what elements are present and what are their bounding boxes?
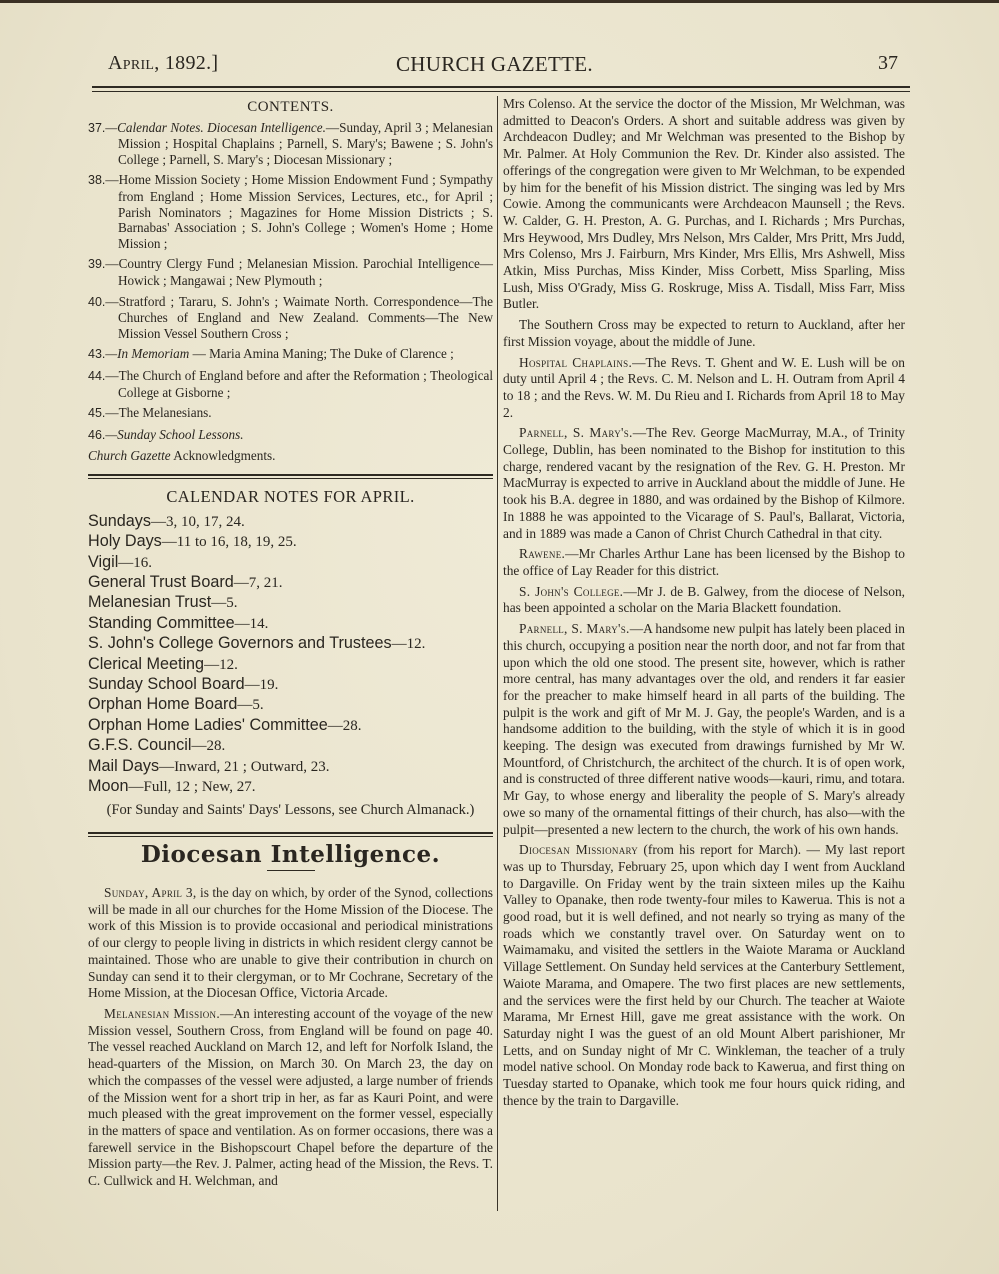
paragraph-lead: Rawene. (519, 546, 566, 562)
paragraph-body: Mrs Colenso. At the service the doctor of the Mission, Mr Welchman, was admitted to Deacon's Orders. A short and suitable address was given by Archdeacon Dudley; and Mr Welchman was presented to the Bishop by Mr. Palmer. At Holy Communion the Rev. Dr. Kinder also assisted. The offerings of the congregation were given to Mr Welchman, to be expended by him for the benefit of his Mission district. The singing was led by Mrs Cowie. Among the communicants were Archdeacon Maunsell ; the Revs. W. Calder, G. H. Preston, A. G. Purchas, and I. Richards ; Mrs Purchas, Mrs Heywood, Mrs Dudley, Mrs Nelson, Mrs Calder, Mrs Pritt, Mrs Judd, Mrs Colenso, Mrs J. Fairburn, Mrs Kinder, Mrs Ellis, Mrs Ashwell, Miss Atkin, Miss Purchas, Miss Kinder, Miss Corbett, Miss Sparling, Miss Lush, Miss O'Grady, Miss G. Roskruge, Miss A. Tisdall, Miss Farr, Miss Butler. (503, 96, 905, 312)
paragraph-lead: Parnell, S. Mary's. (519, 621, 630, 637)
contents-text: —The Melanesians. (105, 405, 212, 421)
paragraph-body: —Mr J. de B. Galwey, from the diocese of Nelson, has been appointed a scholar on the Maria Blackett foundation. (503, 583, 905, 616)
heading-underline (267, 870, 315, 871)
calendar-value: —12. (391, 636, 426, 653)
paragraph-body: —Mr Charles Arthur Lane has been licensed by the Bishop to the office of Lay Reader for this district. (503, 546, 905, 578)
calendar-label: G.F.S. Council (88, 736, 192, 755)
right-column (503, 96, 905, 1113)
calendar-list (88, 512, 493, 798)
calendar-entry (88, 736, 493, 756)
left-column (88, 96, 493, 1194)
calendar-value: —Inward, 21 ; Outward, 23. (159, 758, 330, 775)
contents-page-number: 40. (88, 294, 106, 309)
calendar-entry (88, 593, 493, 613)
contents-heading: CONTENTS. (247, 99, 334, 115)
header-rule-thin (92, 91, 910, 92)
calendar-label: Vigil (88, 552, 119, 571)
contents-italic-title: —Sunday School Lessons. (105, 426, 244, 442)
contents-italic-title: —In Memoriam (105, 346, 190, 362)
contents-item (88, 448, 493, 464)
contents-page-number: 46. (88, 427, 106, 442)
calendar-entry (88, 614, 493, 634)
calendar-entry (88, 512, 493, 532)
contents-page-number: 44. (88, 369, 106, 384)
article-paragraph (503, 317, 905, 350)
contents-text: —Sunday, April 3 ; Melanesian Mission ; Hospital Chaplains ; Parnell, S. Mary's; Bawene ; S. John's College ; Parnell, S. Mary's ; Diocesan Missionary ; (118, 119, 493, 167)
calendar-entry (88, 553, 493, 573)
contents-item (88, 120, 493, 168)
paragraph-lead: Diocesan Missionary (519, 842, 639, 858)
page-number: 37 (878, 52, 898, 74)
article-paragraph (503, 842, 905, 1109)
article-paragraph (503, 546, 905, 579)
contents-text: —The Church of England before and after the Reformation ; Theological College at Gisborne ; (105, 368, 493, 400)
calendar-entry (88, 716, 493, 736)
calendar-value: —28. (191, 738, 226, 755)
publication-title: CHURCH GAZETTE. (396, 52, 593, 76)
article-paragraph (503, 96, 905, 313)
contents-item (88, 427, 493, 444)
calendar-value: —Full, 12 ; New, 27. (128, 778, 256, 795)
contents-italic-title: —Calendar Notes. Diocesan Intelligence. (105, 119, 326, 135)
paragraph-body: —The Revs. T. Ghent and W. E. Lush will be on duty until April 4 ; the Revs. C. M. Nelson and L. H. Outram from April 4 to 18 ; and the Revs. W. M. Du Rieu and I. Richards from April 18 to May 2. (503, 354, 905, 420)
calendar-label: Clerical Meeting (88, 654, 205, 673)
contents-text: — Maria Amina Maning; The Duke of Clarence ; (189, 346, 454, 362)
calendar-entry (88, 675, 493, 695)
calendar-value: —5. (211, 595, 238, 612)
paragraph-body: The Southern Cross may be expected to return to Auckland, after her first Mission voyage, about the middle of June. (503, 317, 905, 349)
calendar-heading: CALENDAR NOTES FOR APRIL. (166, 486, 415, 506)
contents-text: —Country Clergy Fund ; Melanesian Mission. Parochial Intelligence—Howick ; Mangawai ; New Plymouth ; (105, 256, 493, 289)
contents-text: —Stratford ; Tararu, S. John's ; Waimate North. Correspondence—The Churches of England and New Zealand. Comments—The New Mission Vessel Southern Cross ; (105, 293, 493, 341)
calendar-value: —28. (327, 717, 362, 734)
calendar-entry (88, 695, 493, 715)
calendar-label: Holy Days (88, 532, 162, 551)
contents-item (88, 346, 493, 363)
page-edge (0, 0, 999, 3)
contents-text: Acknowledgments. (170, 448, 276, 464)
paragraph-body: (from his report for March). — My last report was up to Thursday, February 25, upon which day I went from Auckland to Dargaville. On Friday went by the train sixteen miles up the Kaihu Valley to Opanake, then rode twenty-four miles to Kawerua. This is not a good road, but it is well defined, and not nearly so trying as many of the roads which we constantly travel over. On Saturday went on to Waimamaku, and visited the settlers in the Waiote Marama or Auckland Village Settlement. On Sunday held services at the Canterbury Settlement, Waiote Marama, and Omapere. The two first places are new settlements, and the services were the first held by our Church. The teacher at Waiote Marama, Mr Ernest Hill, gave me great assistance with the work. On Saturday night I was the guest of an old Mount Albert parishioner, Mr Letts, and on Sunday night of Mr C. Winkleman, the teacher of a truly model native school. On Monday rode back to Kawerua, and first thing on Tuesday started to Opanake, which took me four hours quick riding, and thence by the train to Dargaville. (503, 842, 905, 1108)
article-paragraph (503, 621, 905, 838)
paragraph-lead: Hospital Chaplains. (519, 354, 633, 370)
article-paragraph (503, 584, 905, 617)
column-divider (497, 96, 498, 1211)
section-rule (88, 474, 493, 479)
paragraph-lead: Parnell, S. Mary's. (519, 425, 633, 441)
paragraph-body: is the day on which, by order of the Synod, collections will be made in all our churches for the Home Mission of the Diocese. The work of this Mission is to provide occasional and periodical ministrations of our clergy to people living in districts in which resident clergy cannot be maintained. Those who are unable to give their contribution in church on Sunday can send it to their clergyman, or to Mr Cochrane, Secretary of the Home Mission, at the Diocesan Office, Victoria Arcade. (88, 885, 493, 1001)
article-paragraph (503, 425, 905, 542)
calendar-value: —19. (244, 676, 279, 693)
calendar-label: Mail Days (88, 756, 160, 775)
contents-italic-title: Church Gazette (88, 448, 171, 464)
section-rule (88, 832, 493, 837)
calendar-note: (For Sunday and Saints' Days' Lessons, see Church Almanack.) (106, 802, 475, 819)
article-paragraph (88, 885, 493, 1002)
paragraph-lead: Melanesian Mission. (104, 1006, 220, 1021)
running-head (108, 52, 898, 82)
contents-item (88, 405, 493, 422)
calendar-value: —11 to 16, 18, 19, 25. (161, 534, 297, 551)
calendar-label: S. John's College Governors and Trustees (88, 634, 392, 653)
calendar-entry (88, 655, 493, 675)
article-paragraph (503, 355, 905, 422)
paragraph-body: —The Rev. George MacMurray, M.A., of Trinity College, Dublin, has been nominated to the Bishop for institution to this charge, rendered vacant by the resignation of the Rev. G. H. Preston. Mr MacMurray is expected to arrive in Auckland about the middle of June. He took his B.A. degree in 1880, and was ordained by the Bishop of Kilmore. In 1888 he was appointed to the Vicarage of S. Paul's, Ballarat, Victoria, and in 1889 was made a Canon of Christ Church Cathedral in that city. (503, 425, 905, 541)
calendar-entry (88, 757, 493, 777)
calendar-value: —12. (204, 656, 238, 673)
calendar-label: Standing Committee (88, 613, 235, 632)
calendar-value: —16. (118, 554, 153, 571)
contents-list (88, 120, 493, 464)
calendar-label: Sunday School Board (88, 674, 245, 693)
calendar-label: Orphan Home Board (88, 695, 238, 714)
header-rule (92, 86, 910, 88)
calendar-label: Moon (88, 776, 129, 795)
contents-page-number: 38. (88, 173, 106, 188)
calendar-entry (88, 532, 493, 552)
contents-item (88, 256, 493, 288)
contents-text: —Home Mission Society ; Home Mission Endowment Fund ; Sympathy from England ; Home Mission Services, Lectures, etc., for April ; Parish Nominators ; Magazines for Home Mission Districts ; S. Barnabas' Association ; S. John's College ; Women's Home ; Home Mission ; (105, 172, 493, 251)
calendar-label: General Trust Board (88, 572, 234, 591)
paragraph-body: —An interesting account of the voyage of the new Mission vessel, Southern Cross, from England will be found on page 40. The vessel reached Auckland on March 12, and left for Norfolk Island, the head-quarters of the Mission, on March 30. On March 23, the day on which the compasses of the vessel were adjusted, a large number of friends of the Mission went for a short trip in her, as far as Kauri Point, and were much pleased with the great improvement on the former vessel, especially in the matters of space and ventilation. As on former occasions, there was a farewell service in the Bishopscourt Chapel before the departure of the Mission party—the Rev. J. Palmer, acting head of the Mission, the Revs. T. C. Cullwick and H. Welchman, and (88, 1006, 493, 1189)
contents-item (88, 368, 493, 400)
article-paragraph (88, 1006, 493, 1190)
calendar-value: —14. (234, 615, 269, 632)
calendar-entry (88, 634, 493, 654)
calendar-value: —7, 21. (233, 574, 283, 591)
calendar-label: Orphan Home Ladies' Committee (88, 715, 328, 734)
paragraph-lead: S. John's College. (519, 583, 624, 599)
contents-page-number: 45. (88, 406, 106, 421)
paragraph-lead: Sunday, April 3, (104, 885, 197, 901)
calendar-entry (88, 777, 493, 797)
calendar-value: —5. (237, 697, 264, 714)
contents-page-number: 43. (88, 347, 106, 362)
diocesan-heading: Diocesan Intelligence. (140, 841, 441, 869)
calendar-entry (88, 573, 493, 593)
contents-item (88, 172, 493, 251)
issue-date: April, 1892.] (108, 52, 219, 74)
contents-item (88, 294, 493, 342)
diocesan-left-text (88, 885, 493, 1190)
paragraph-body: —A handsome new pulpit has lately been placed in this church, occupying a position near the north door, and not far from that upon which the old one stood. The present site, however, which is rather more central, has many advantages over the old, and renders it far easier for the preacher to make himself heard in all parts of the building. The pulpit is the work and gift of Mr M. J. Gay, the people's Warden, and is a handsome addition to the building, with the style of which it is in good keeping. The design was executed from drawings furnished by Mr W. Mountford, of Christchurch, the architect of the church. It is of open work, and is constructed of three different native woods—kauri, rimu, and totara. Mr Gay, to whose energy and liberality the people of S. Mary's already owe so many of the ornamental fittings of their church, has also—with the pulpit—presented a new lectern to the church, the work of his own hands. (503, 621, 905, 837)
diocesan-right-text (503, 96, 905, 1109)
calendar-label: Melanesian Trust (88, 593, 212, 612)
contents-page-number: 37. (88, 120, 106, 135)
calendar-label: Sundays (88, 511, 151, 530)
contents-page-number: 39. (88, 257, 106, 272)
calendar-value: —3, 10, 17, 24. (151, 513, 245, 530)
